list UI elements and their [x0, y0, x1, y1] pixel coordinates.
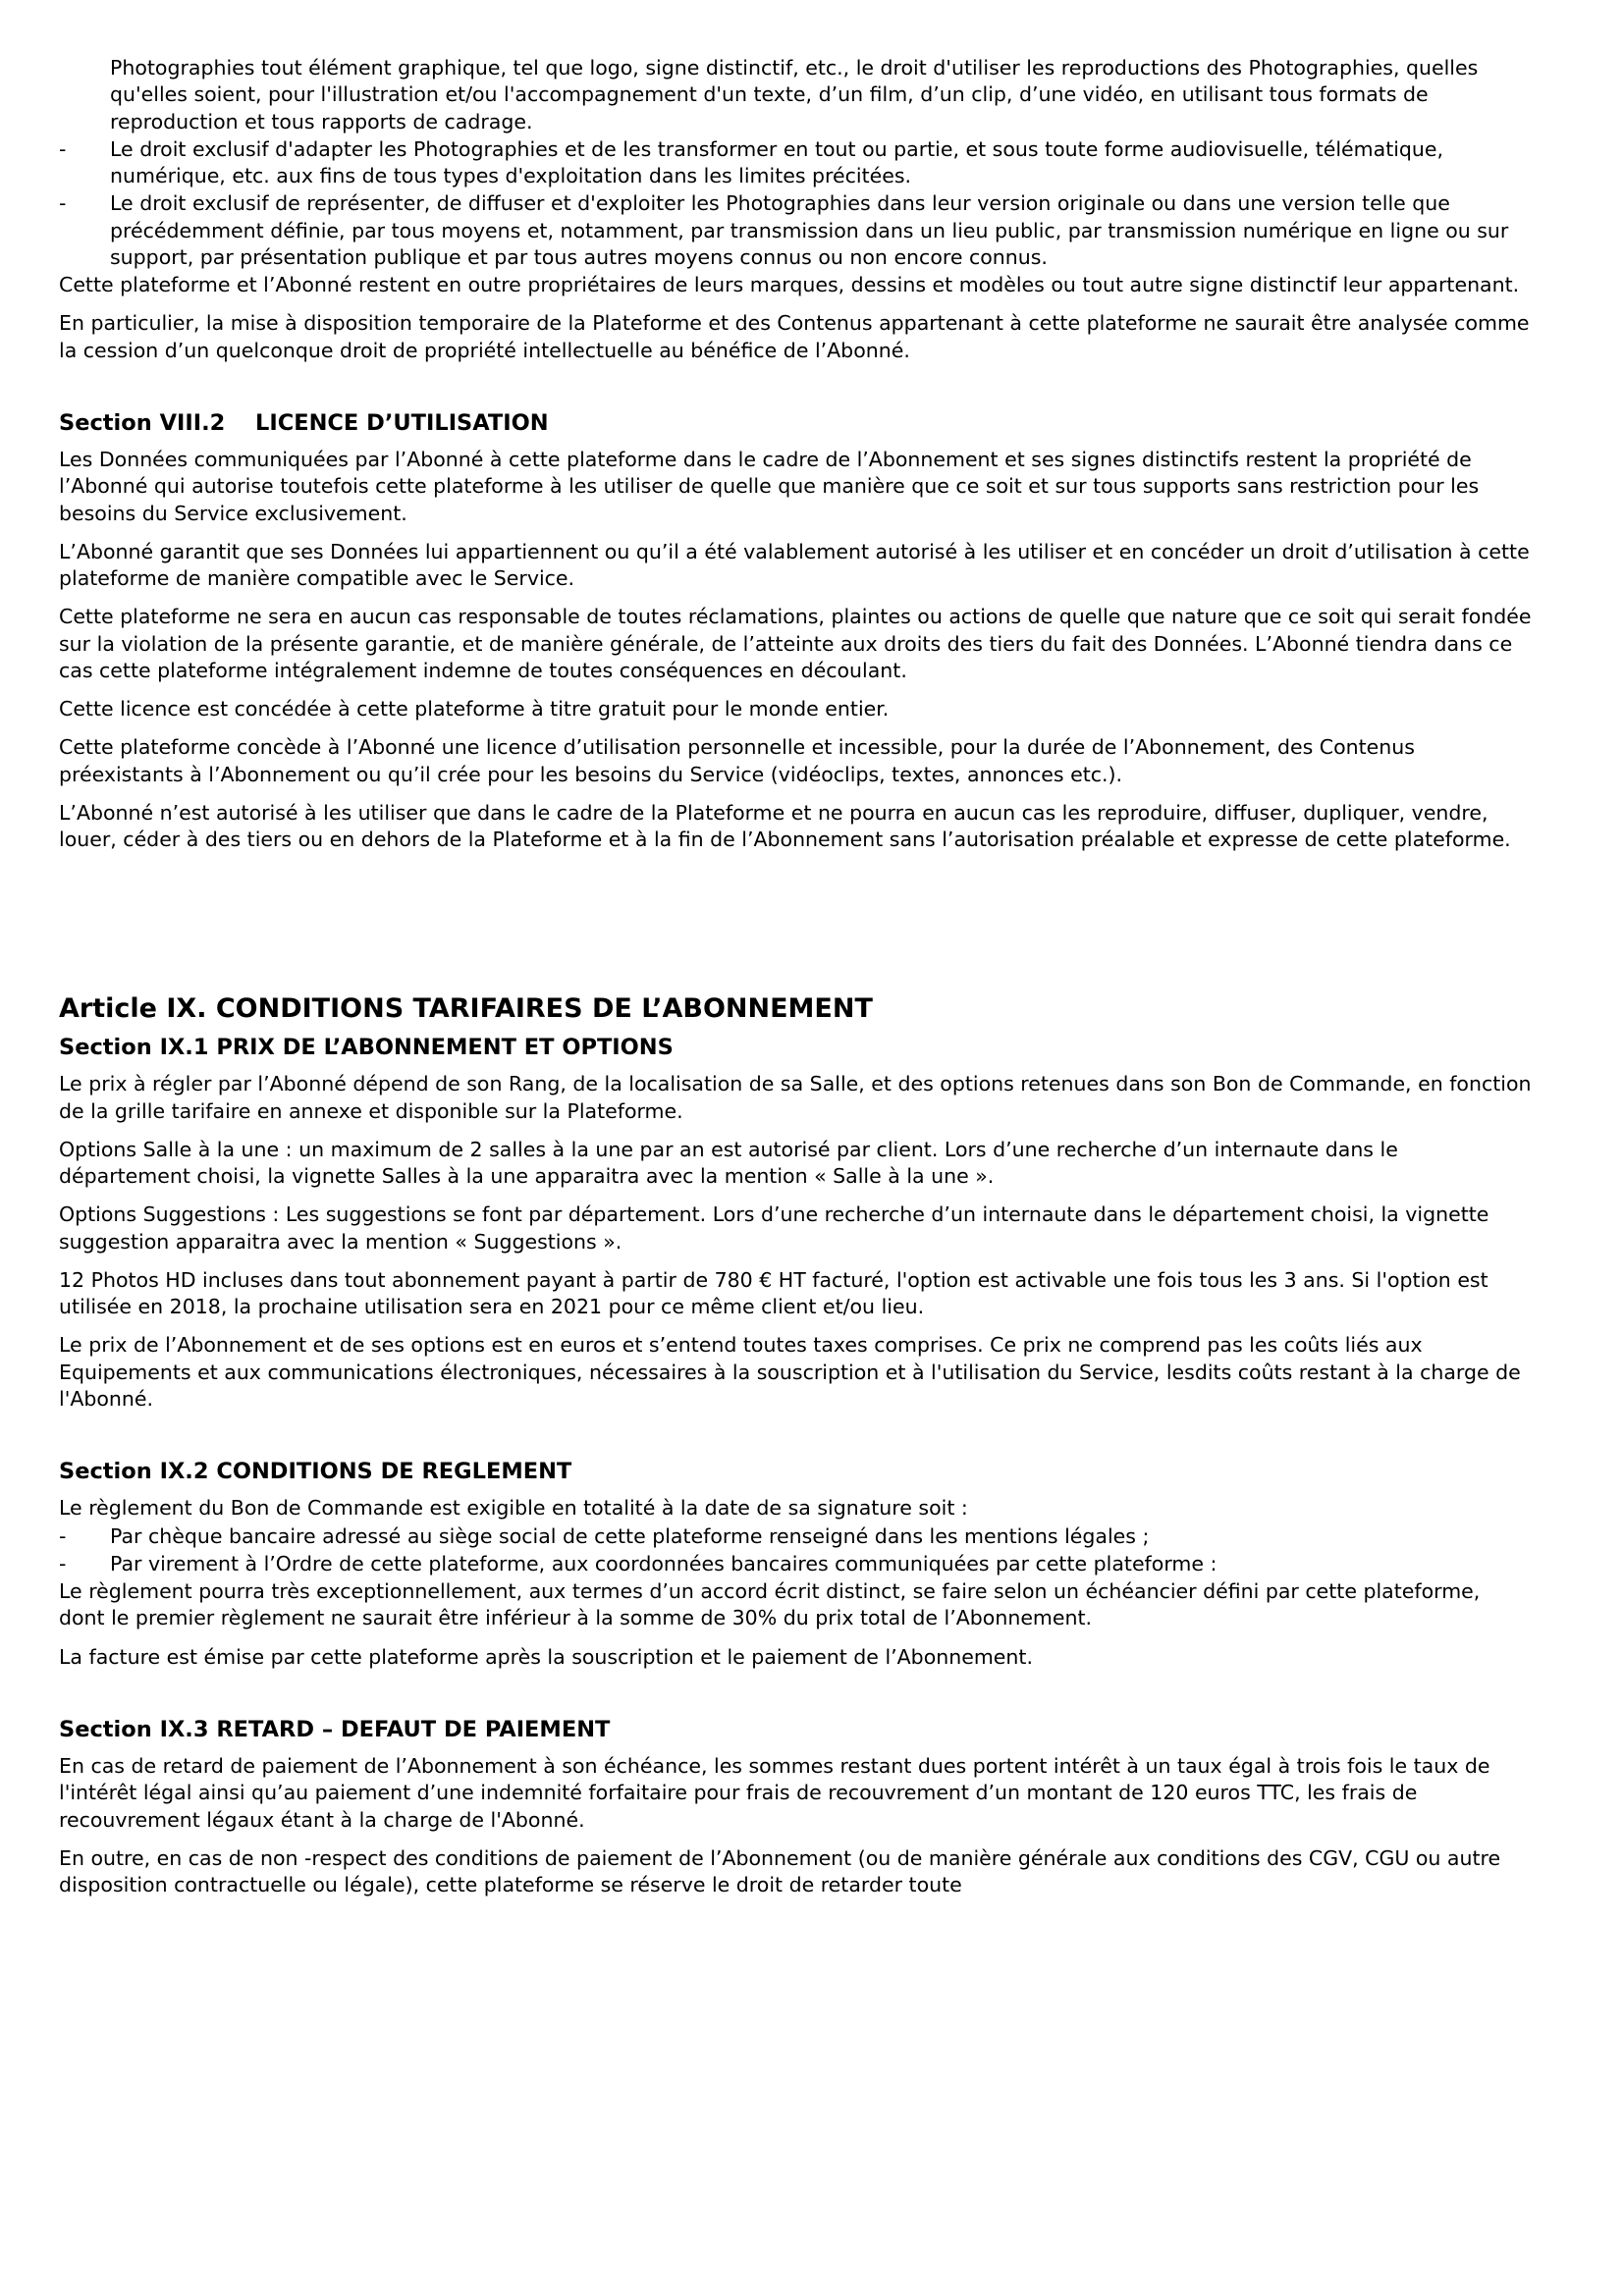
paragraph: Le règlement pourra très exceptionnellement, aux termes d’un accord écrit distinct, se faire selon un échéancier défini par cette plateforme, dont le premier règlement ne saurait être inférieur à la somme de 30% du prix total de l’Abonnement.: [59, 1579, 1481, 1630]
dash-bullet: -: [59, 1523, 67, 1548]
heading-section-ix-1: Section IX.1 PRIX DE L’ABONNEMENT ET OPTIONS: [59, 1035, 674, 1060]
list-item-text: Par virement à l’Ordre de cette plateforme, aux coordonnées bancaires communiquées par cette plateforme :: [110, 1551, 1217, 1575]
list-item: [59, 190, 1532, 271]
paragraph: Cette plateforme ne sera en aucun cas responsable de toutes réclamations, plaintes ou actions de quelle que nature que ce soit qui serait fondée sur la violation de la présente garantie, et de manière générale, de l’atteinte aux droits des tiers du fait des Données. L’Abonné tiendra dans ce cas cette plateforme intégralement indemne de toutes conséquences en découlant.: [59, 605, 1532, 682]
paragraph-ownership: Cette plateforme et l’Abonné restent en outre propriétaires de leurs marques, dessins et modèles ou tout autre signe distinctif leur appartenant.: [59, 273, 1520, 296]
list-item-text: Par chèque bancaire adressé au siège social de cette plateforme renseigné dans les mentions légales ;: [110, 1523, 1150, 1548]
dash-bullet: -: [59, 1551, 67, 1575]
list-item: [59, 1523, 1532, 1550]
heading-section-ix-2: Section IX.2 CONDITIONS DE REGLEMENT: [59, 1459, 572, 1484]
list-item-text: Le droit exclusif de représenter, de diffuser et d'exploiter les Photographies dans leur version originale ou dans une version telle que précédemment définie, par tous moyens et, notamment, par transmission dans un lieu public, par transmission numérique en ligne ou sur support, par présentation publique et par tous autres moyens connus ou non encore connus.: [110, 191, 1509, 269]
paragraph: Le prix à régler par l’Abonné dépend de son Rang, de la localisation de sa Salle, et des options retenues dans son Bon de Commande, en fonction de la grille tarifaire en annexe et disponible sur la Plateforme.: [59, 1072, 1532, 1123]
paragraph: La facture est émise par cette plateforme après la souscription et le paiement de l’Abonnement.: [59, 1644, 1033, 1669]
heading-section-viii-2: [59, 409, 1532, 438]
spacer: [59, 1424, 1532, 1458]
paragraph: En cas de retard de paiement de l’Abonnement à son échéance, les sommes restant dues portent intérêt à un taux égal à trois fois le taux de l'intérêt légal ainsi qu’au paiement d’une indemnité forfaitaire pour frais de recouvrement d’un montant de 120 euros TTC, les frais de recouvrement légaux étant à la charge de l'Abonné.: [59, 1754, 1490, 1832]
paragraph: En outre, en cas de non -respect des conditions de paiement de l’Abonnement (ou de manière générale aux conditions des CGV, CGU ou autre disposition contractuelle ou légale), cette plateforme se réserve le droit de retarder toute: [59, 1845, 1501, 1896]
paragraph-continuation: Photographies tout élément graphique, tel que logo, signe distinctif, etc., le droit d'utiliser les reproductions des Photographies, quelles qu'elles soient, pour l'illustration et/ou l'accompagnement d'un texte, d’un film, d’un clip, d’une vidéo, en utilisant tous formats de reproduction et tous rapports de cadrage.: [110, 56, 1479, 133]
spacer: [59, 376, 1532, 409]
section-title: LICENCE D’UTILISATION: [255, 409, 549, 436]
paragraph: Les Données communiquées par l’Abonné à cette plateforme dans le cadre de l’Abonnement et ses signes distinctifs restent la propriété de l’Abonné qui autorise toutefois cette plateforme à les utiliser de quelle que manière que ce soit et sur tous supports sans restriction pour les besoins du Service exclusivement.: [59, 448, 1480, 525]
dash-bullet: -: [59, 191, 67, 216]
paragraph: Options Salle à la une : un maximum de 2 salles à la une par an est autorisé par client. Lors d’une recherche d’un internaute dans le département choisi, la vignette Salles à la une apparaitra avec la mention « Salle à la une ».: [59, 1137, 1398, 1188]
spacer: [59, 1682, 1532, 1716]
spacer: [59, 865, 1532, 992]
list-item: [59, 136, 1532, 190]
paragraph: Options Suggestions : Les suggestions se font par département. Lors d’une recherche d’un internaute dans le département choisi, la vignette suggestion apparaitra avec la mention « Suggestions ».: [59, 1202, 1489, 1254]
paragraph: Cette licence est concédée à cette plateforme à titre gratuit pour le monde entier.: [59, 697, 890, 721]
dash-bullet: -: [59, 136, 67, 161]
paragraph: Le règlement du Bon de Commande est exigible en totalité à la date de sa signature soit :: [59, 1496, 968, 1521]
heading-section-ix-3: Section IX.3 RETARD – DEFAUT DE PAIEMENT: [59, 1716, 611, 1742]
document-body: [59, 55, 1532, 1898]
heading-article-ix: Article IX. CONDITIONS TARIFAIRES DE L’ABONNEMENT: [59, 993, 873, 1025]
paragraph: 12 Photos HD incluses dans tout abonnement payant à partir de 780 € HT facturé, l'option est activable une fois tous les 3 ans. Si l'option est utilisée en 2018, la prochaine utilisation sera en 2021 pour ce même client et/ou lieu.: [59, 1267, 1488, 1318]
section-number: Section VIII.2: [59, 409, 226, 436]
paragraph: Le prix de l’Abonnement et de ses options est en euros et s’entend toutes taxes comprises. Ce prix ne comprend pas les coûts liés aux Equipements et aux communications électroniques, nécessaires à la souscription et à l'utilisation du Service, lesdits coûts restant à la charge de l'Abonné.: [59, 1333, 1521, 1411]
paragraph: Cette plateforme concède à l’Abonné une licence d’utilisation personnelle et incessible, pour la durée de l’Abonnement, des Contenus préexistants à l’Abonnement ou qu’il crée pour les besoins du Service (vidéoclips, textes, annonces etc.).: [59, 735, 1415, 786]
list-item-text: Le droit exclusif d'adapter les Photographies et de les transformer en tout ou partie, et sous toute forme audiovisuelle, télématique, numérique, etc. aux fins de tous types d'exploitation dans les limites précitées.: [110, 136, 1444, 187]
list-item: [59, 1551, 1532, 1577]
paragraph: L’Abonné garantit que ses Données lui appartiennent ou qu’il a été valablement autorisé à les utiliser et en concéder un droit d’utilisation à cette plateforme de manière compatible avec le Service.: [59, 539, 1530, 590]
paragraph: L’Abonné n’est autorisé à les utiliser que dans le cadre de la Plateforme et ne pourra en aucun cas les reproduire, diffuser, dupliquer, vendre, louer, céder à des tiers ou en dehors de la Plateforme et à la fin de l’Abonnement sans l’autorisation préalable et expresse de cette plateforme.: [59, 800, 1511, 851]
paragraph-temporary-provision: En particulier, la mise à disposition temporaire de la Plateforme et des Contenus appartenant à cette plateforme ne saurait être analysée comme la cession d’un quelconque droit de propriété intellectuelle au bénéfice de l’Abonné.: [59, 311, 1530, 362]
